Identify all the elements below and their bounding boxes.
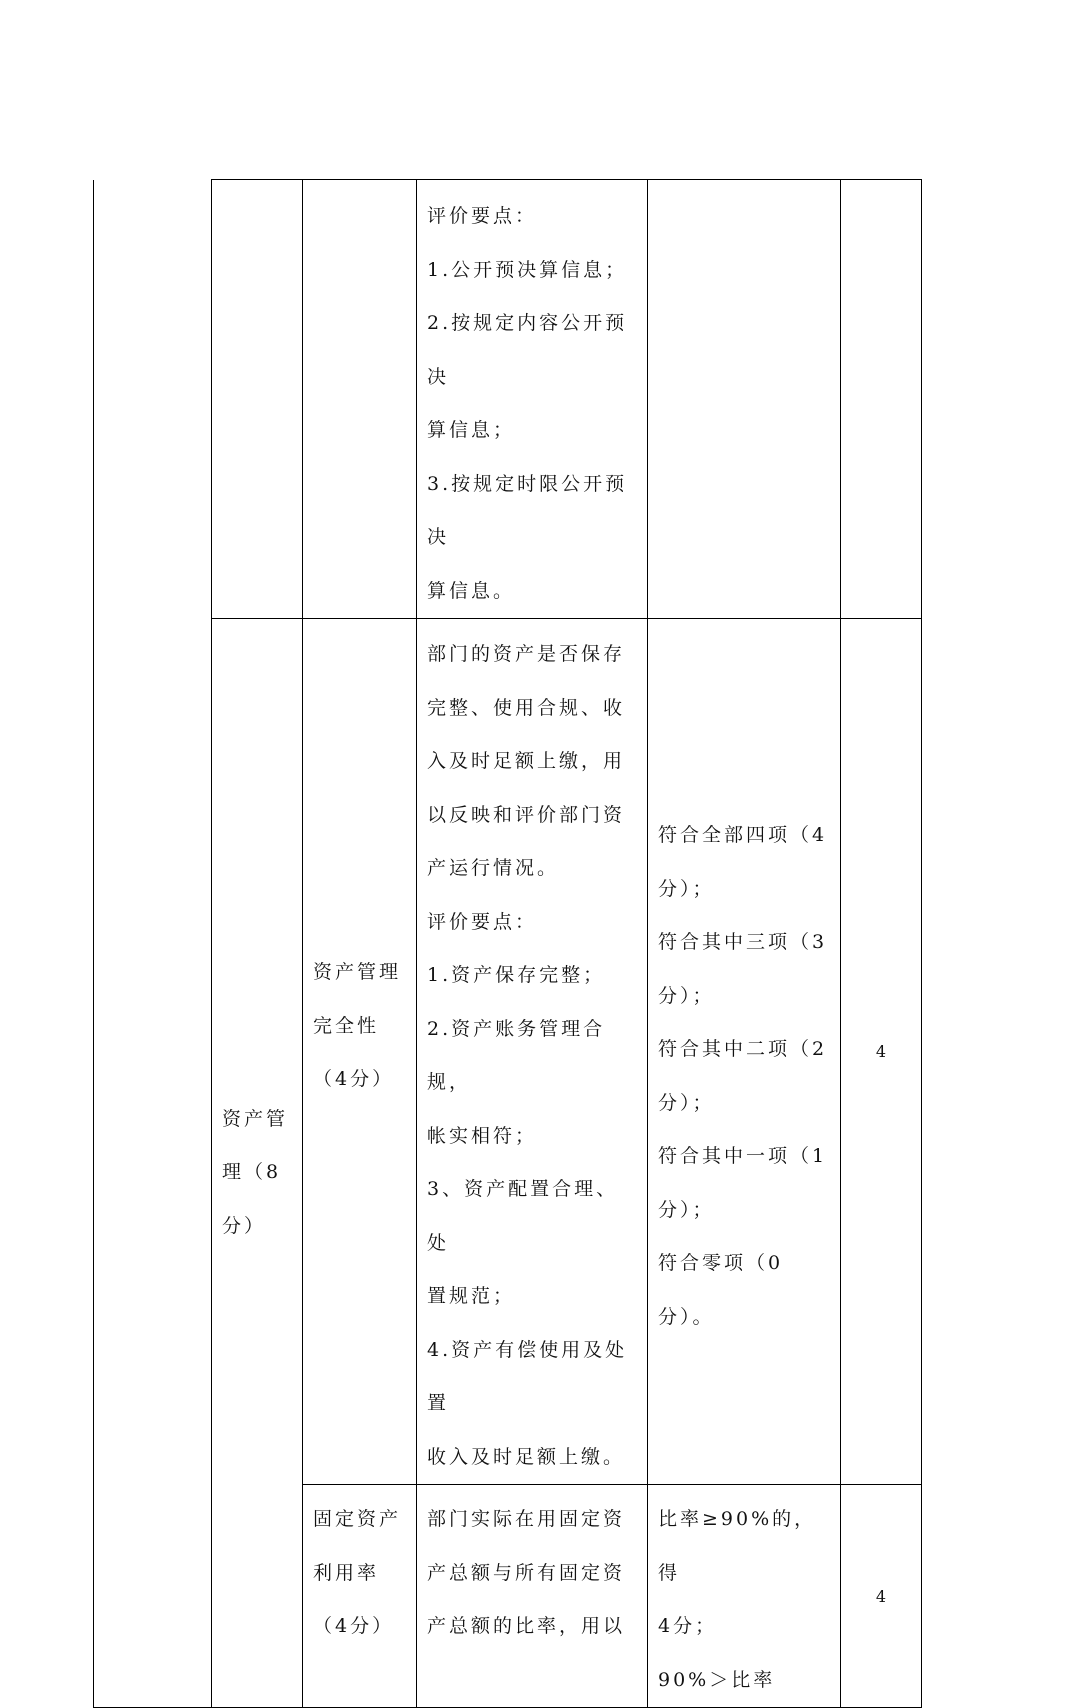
category-line: 资产管	[222, 1107, 289, 1130]
criteria-line: 部门的资产是否保存	[427, 643, 626, 665]
indicator-line: 利用率	[313, 1561, 380, 1584]
scoring-line: 分）；	[658, 1091, 715, 1114]
score-value: 4	[875, 1586, 887, 1606]
score-cell	[841, 619, 922, 1485]
scoring-line: 符合其中三项（3	[658, 931, 828, 953]
criteria-line: 收入及时足额上缴。	[427, 1445, 626, 1468]
criteria-line: 1.资产保存完整；	[427, 964, 606, 986]
criteria-line: 置规范；	[427, 1285, 516, 1307]
criteria-line: 完整、使用合规、收	[427, 696, 626, 719]
indicator-cell	[303, 619, 417, 1485]
criteria-cell	[417, 180, 648, 619]
scoring-cell	[648, 619, 841, 1485]
category-line: 理（8	[222, 1161, 282, 1184]
scoring-line: 分）；	[658, 877, 715, 900]
scoring-line: 分）；	[658, 1198, 715, 1221]
indicator-line: 固定资产	[313, 1508, 402, 1530]
indicator-line: 完全性	[313, 1014, 380, 1037]
criteria-line: 2.资产账务管理合规，	[427, 1017, 606, 1093]
indicator-cell	[303, 1485, 417, 1708]
scoring-line: 90%＞比率	[658, 1668, 776, 1691]
score-cell	[841, 1485, 922, 1708]
scoring-line: 符合零项（0	[658, 1252, 784, 1274]
score-cell	[841, 180, 922, 619]
criteria-line: 评价要点：	[427, 910, 538, 933]
score-value: 4	[875, 1042, 887, 1061]
scoring-line: 比率≥90%的，得	[658, 1508, 817, 1584]
criteria-line: 算信息。	[427, 579, 516, 602]
indicator-cell	[303, 180, 417, 619]
scoring-line: 4分；	[658, 1615, 718, 1637]
criteria-line: 产总额的比率，用以	[427, 1615, 626, 1637]
indicator-line: （4分）	[313, 1068, 395, 1091]
criteria-line: 4.资产有偿使用及处置	[427, 1338, 628, 1414]
criteria-line: 算信息；	[427, 419, 516, 441]
indicator-line: 资产管理	[313, 961, 402, 984]
scoring-line: 符合其中二项（2	[658, 1038, 828, 1060]
criteria-line: 产运行情况。	[427, 857, 560, 879]
criteria-cell	[417, 1485, 648, 1708]
criteria-cell	[417, 619, 648, 1485]
criteria-line: 入及时足额上缴，用	[427, 750, 626, 772]
category-cell	[212, 619, 303, 1708]
scoring-line: 符合其中一项（1	[658, 1145, 828, 1167]
scoring-cell	[648, 180, 841, 619]
criteria-line: 评价要点：	[427, 205, 538, 227]
criteria-line: 2.按规定内容公开预决	[427, 312, 628, 388]
first-level-indicator-cell	[94, 180, 212, 1708]
table-row	[94, 619, 922, 1485]
scoring-line: 分）；	[658, 984, 715, 1007]
table-row	[94, 180, 922, 619]
category-line: 分）	[222, 1214, 267, 1237]
scoring-cell	[648, 1485, 841, 1708]
indicator-line: （4分）	[313, 1615, 395, 1637]
criteria-line: 产总额与所有固定资	[427, 1561, 626, 1584]
scoring-line: 符合全部四项（4	[658, 824, 828, 846]
criteria-line: 帐实相符；	[427, 1124, 538, 1147]
criteria-line: 部门实际在用固定资	[427, 1508, 626, 1530]
category-cell	[212, 180, 303, 619]
criteria-line: 3.按规定时限公开预决	[427, 472, 628, 548]
criteria-line: 3、资产配置合理、处	[427, 1178, 619, 1254]
criteria-line: 以反映和评价部门资	[427, 803, 626, 826]
evaluation-table	[93, 179, 922, 1708]
criteria-line: 1.公开预决算信息；	[427, 258, 628, 281]
scoring-line: 分）。	[658, 1305, 715, 1328]
